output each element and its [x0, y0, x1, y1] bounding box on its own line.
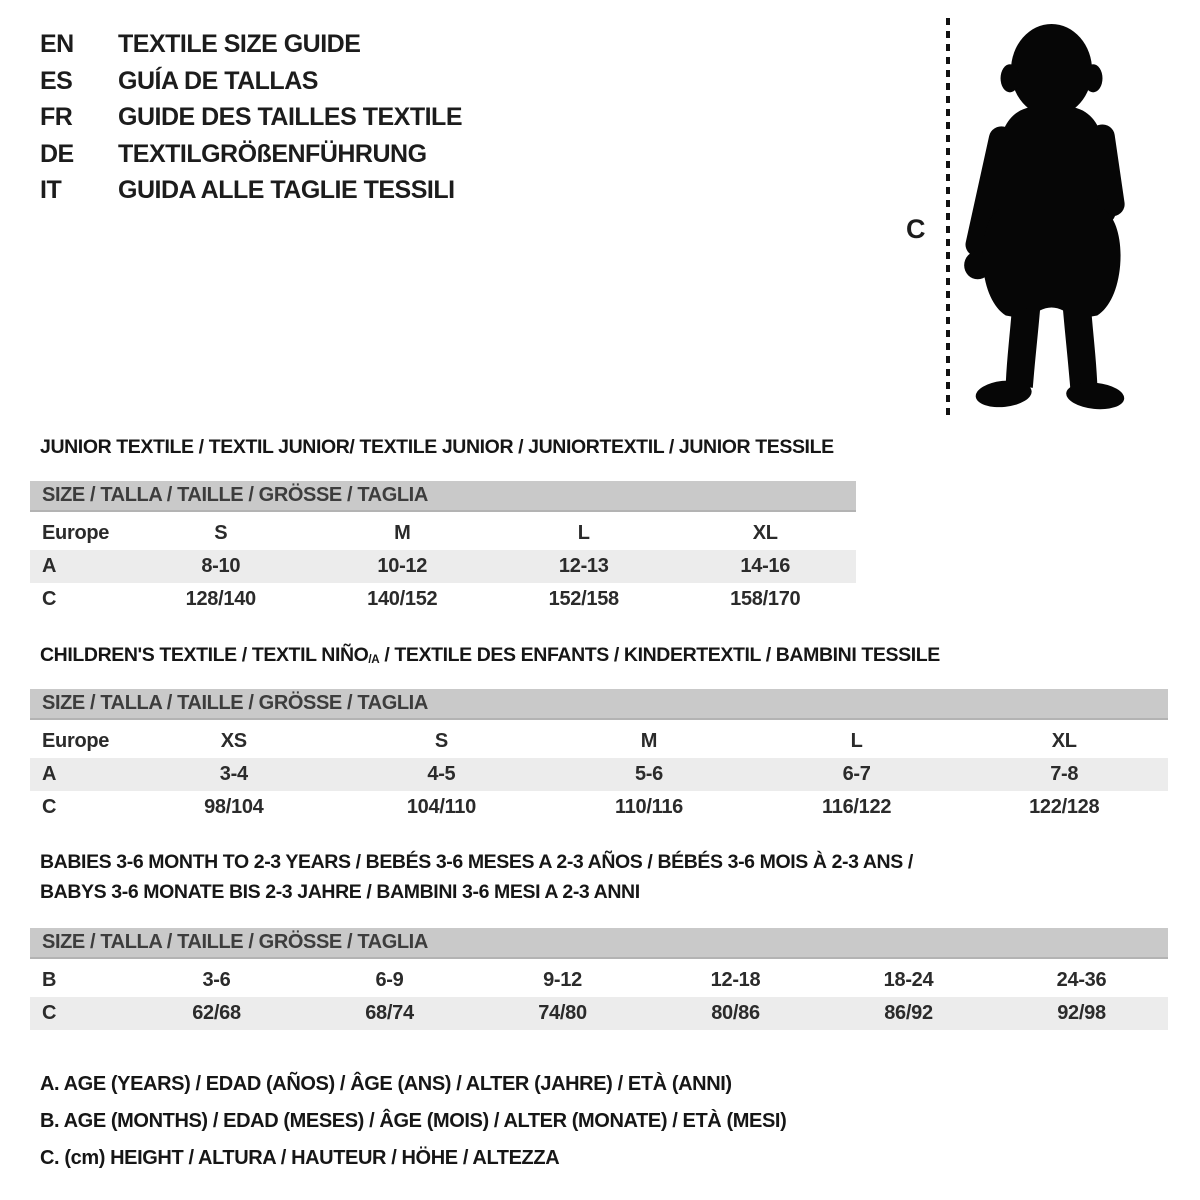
height-cell: 152/158	[548, 588, 619, 610]
age-cell: 5-6	[634, 763, 663, 785]
age-cell: 14-16	[740, 555, 791, 577]
height-cell: 128/140	[185, 588, 256, 610]
legend-line-a: A. AGE (YEARS) / EDAD (AÑOS) / ÂGE (ANS) / ALTER (JAHRE) / ETÀ (ANNI)	[40, 1073, 732, 1095]
lang-label: GUÍA DE TALLAS	[118, 66, 318, 95]
children-title-sub: /A	[368, 653, 380, 667]
age-cell: 18-24	[883, 969, 934, 991]
height-cell: 68/74	[365, 1002, 414, 1024]
size-cell: S	[434, 730, 448, 752]
table-row	[30, 583, 856, 616]
toddler-silhouette-icon	[960, 16, 1142, 418]
table-row	[30, 550, 856, 583]
lang-row-fr	[40, 99, 462, 136]
lang-code: DE	[40, 139, 74, 168]
lang-label: TEXTILE SIZE GUIDE	[118, 30, 361, 58]
babies-section-title-line1: BABIES 3-6 MONTH TO 2-3 YEARS / BEBÉS 3-6 MESES A 2-3 AÑOS / BÉBÉS 3-6 MOIS À 2-3 ANS /	[40, 851, 913, 873]
lang-label: GUIDE DES TAILLES TEXTILE	[118, 103, 463, 131]
height-cell: 122/128	[1029, 796, 1100, 818]
age-cell: 24-36	[1056, 969, 1107, 991]
children-title-part1: CHILDREN'S TEXTILE / TEXTIL NIÑO	[40, 644, 369, 666]
age-cell: 12-18	[710, 969, 761, 991]
junior-table-header: SIZE / TALLA / TAILLE / GRÖSSE / TAGLIA	[30, 481, 856, 512]
lang-row-it	[40, 172, 462, 209]
row-label: A	[42, 763, 57, 785]
height-cell: 74/80	[538, 1002, 587, 1024]
height-cell: 80/86	[711, 1002, 760, 1024]
size-cell: XL	[752, 522, 778, 544]
age-cell: 9-12	[543, 969, 582, 991]
legend-line-c: C. (cm) HEIGHT / ALTURA / HAUTEUR / HÖHE / ALTEZZA	[40, 1147, 560, 1169]
children-table-header: SIZE / TALLA / TAILLE / GRÖSSE / TAGLIA	[30, 689, 1168, 720]
size-cell: XL	[1051, 730, 1077, 752]
height-cell: 140/152	[367, 588, 438, 610]
size-cell: M	[640, 730, 658, 752]
junior-section-title: JUNIOR TEXTILE / TEXTIL JUNIOR/ TEXTILE JUNIOR / JUNIORTEXTIL / JUNIOR TESSILE	[40, 436, 834, 458]
babies-size-table	[30, 928, 1168, 1030]
age-cell: 12-13	[558, 555, 609, 577]
table-row	[30, 725, 1168, 758]
height-cell: 104/110	[406, 796, 476, 818]
height-cell: 110/116	[614, 796, 683, 818]
height-cell: 92/98	[1057, 1002, 1106, 1024]
babies-table-header: SIZE / TALLA / TAILLE / GRÖSSE / TAGLIA	[30, 928, 1168, 959]
row-label: C	[42, 588, 57, 610]
table-row	[30, 758, 1168, 791]
table-row	[30, 964, 1168, 997]
size-cell: XS	[220, 730, 247, 752]
row-label: Europe	[42, 522, 110, 544]
size-cell: L	[577, 522, 590, 544]
age-cell: 7-8	[1050, 763, 1079, 785]
size-cell: M	[394, 522, 411, 544]
language-title-list	[40, 26, 462, 209]
age-cell: 8-10	[201, 555, 241, 577]
height-cell: 62/68	[192, 1002, 241, 1024]
size-cell: S	[214, 522, 228, 544]
age-cell: 10-12	[377, 555, 428, 577]
height-cell: 98/104	[204, 796, 264, 818]
babies-section-title-line2: BABYS 3-6 MONATE BIS 2-3 JAHRE / BAMBINI 3-6 MESI A 2-3 ANNI	[40, 881, 640, 903]
lang-code: EN	[40, 30, 74, 58]
row-label: C	[42, 796, 57, 818]
size-cell: L	[850, 730, 863, 752]
height-measure-label: C	[906, 214, 925, 244]
lang-row-es	[40, 63, 462, 100]
lang-row-en	[40, 26, 462, 63]
lang-label: GUIDA ALLE TAGLIE TESSILI	[118, 176, 455, 204]
height-cell: 86/92	[884, 1002, 933, 1024]
age-cell: 4-5	[427, 763, 456, 785]
row-label: A	[42, 555, 57, 577]
lang-label: TEXTILGRÖßENFÜHRUNG	[118, 139, 427, 168]
children-section-title	[40, 644, 940, 667]
children-title-part2: / TEXTILE DES ENFANTS / KINDERTEXTIL / BAMBINI TESSILE	[379, 644, 940, 666]
row-label: Europe	[42, 730, 110, 752]
age-cell: 6-7	[842, 763, 871, 785]
table-row	[30, 517, 856, 550]
age-cell: 3-6	[202, 969, 231, 991]
lang-code: ES	[40, 66, 73, 95]
age-cell: 6-9	[375, 969, 404, 991]
row-label: C	[42, 1002, 57, 1024]
table-row	[30, 997, 1168, 1030]
junior-size-table	[30, 481, 856, 616]
legend-line-b: B. AGE (MONTHS) / EDAD (MESES) / ÂGE (MOIS) / ALTER (MONATE) / ETÀ (MESI)	[40, 1110, 787, 1132]
age-cell: 3-4	[219, 763, 248, 785]
legend	[40, 1066, 786, 1177]
row-label: B	[42, 969, 57, 991]
height-measure-line	[946, 18, 950, 416]
lang-code: IT	[40, 176, 62, 204]
lang-code: FR	[40, 103, 73, 131]
children-size-table	[30, 689, 1168, 824]
table-row	[30, 791, 1168, 824]
lang-row-de	[40, 136, 462, 173]
height-cell: 158/170	[730, 588, 801, 610]
height-cell: 116/122	[822, 796, 892, 818]
